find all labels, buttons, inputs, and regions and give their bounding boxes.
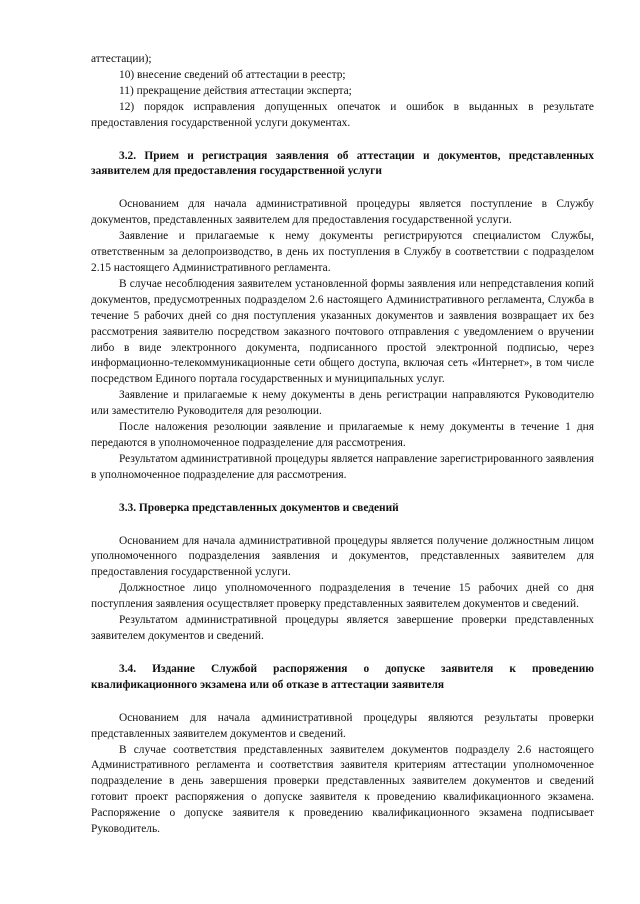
section-heading: 3.4. Издание Службой распоряжения о допуске заявителя к проведению квалификационного экзамена или об отказе в аттестации заявителя [91,662,594,691]
section-heading: 3.3. Проверка представленных документов и сведений [119,501,399,514]
paragraph: Результатом административной процедуры является направление зарегистрированного заявления в уполномоченное подразделение для рассмотрения. [91,452,594,481]
section-3-2 [91,149,594,484]
paragraph: В случае соответствия представленных заявителем документов подразделу 2.6 настоящего Административного регламента и соответствия заявителя критериям аттестации уполномоченное подразделение в день завершения проверки представленных заявителем документов и сведений готовит проект распоряжения о допуске заявителя к проведению квалификационного экзамена. Распоряжение о допуске заявителя к проведению квалификационного экзамена подписывает Руководитель. [91,743,594,836]
section-3-3 [91,501,594,645]
intro-list-item: 12) порядок исправления допущенных опечаток и ошибок в выданных в результате предоставления государственной услуги документах. [91,100,594,129]
paragraph: Основанием для начала административной процедуры являются результаты проверки представленных заявителем документов и сведений. [91,711,594,740]
paragraph: Результатом административной процедуры является завершение проверки представленных заявителем документов и сведений. [91,614,594,642]
intro-list-item: 10) внесение сведений об аттестации в реестр; [119,68,346,81]
paragraph: В случае несоблюдения заявителем установленной формы заявления или непредставления копий документов, предусмотренных подразделом 2.6 настоящего Административного регламента, Служба в течение 5 рабочих дней со дня поступления указанных документов и заявления возвращает их без рассмотрения заявителю посредством заказного почтового отправления с уведомлением о вручении либо в виде электронного документа, подписанного простой электронной подписью, через информационно-телекоммуникационные сети общего доступа, включая сеть «Интернет», в том числе посредством Единого портала государственных и муниципальных услуг. [91,277,594,386]
paragraph: После наложения резолюции заявление и прилагаемые к нему документы в течение 1 дня передаются в уполномоченное подразделение для рассмотрения. [91,421,594,449]
intro-line: аттестации); [91,53,152,65]
paragraph: Основанием для начала административной процедуры является получение должностным лицом уполномоченного подразделения заявления и документов, представленных заявителем для предоставления государственной услуги. [91,534,594,579]
paragraph: Заявление и прилагаемые к нему документы регистрируются специалистом Службы, ответственным за делопроизводство, в день их поступления в Службу в соответствии с подразделом 2.15 настоящего Административного регламента. [91,230,594,274]
paragraph: Заявление и прилагаемые к нему документы в день регистрации направляются Руководителю или заместителю Руководителя для резолюции. [91,389,594,418]
paragraph: Основанием для начала административной процедуры является поступление в Службу документов, представленных заявителем для предоставления государственной услуги. [91,198,594,227]
intro-list-item: 11) прекращение действия аттестации эксперта; [119,84,352,97]
paragraph: Должностное лицо уполномоченного подразделения в течение 15 рабочих дней со дня поступления заявления осуществляет проверку представленных заявителем документов и сведений. [91,582,594,611]
document-page [91,52,594,838]
section-3-4 [91,662,594,838]
section-heading: 3.2. Прием и регистрация заявления об аттестации и документов, представленных заявителем для предоставления государственной услуги [91,149,594,178]
